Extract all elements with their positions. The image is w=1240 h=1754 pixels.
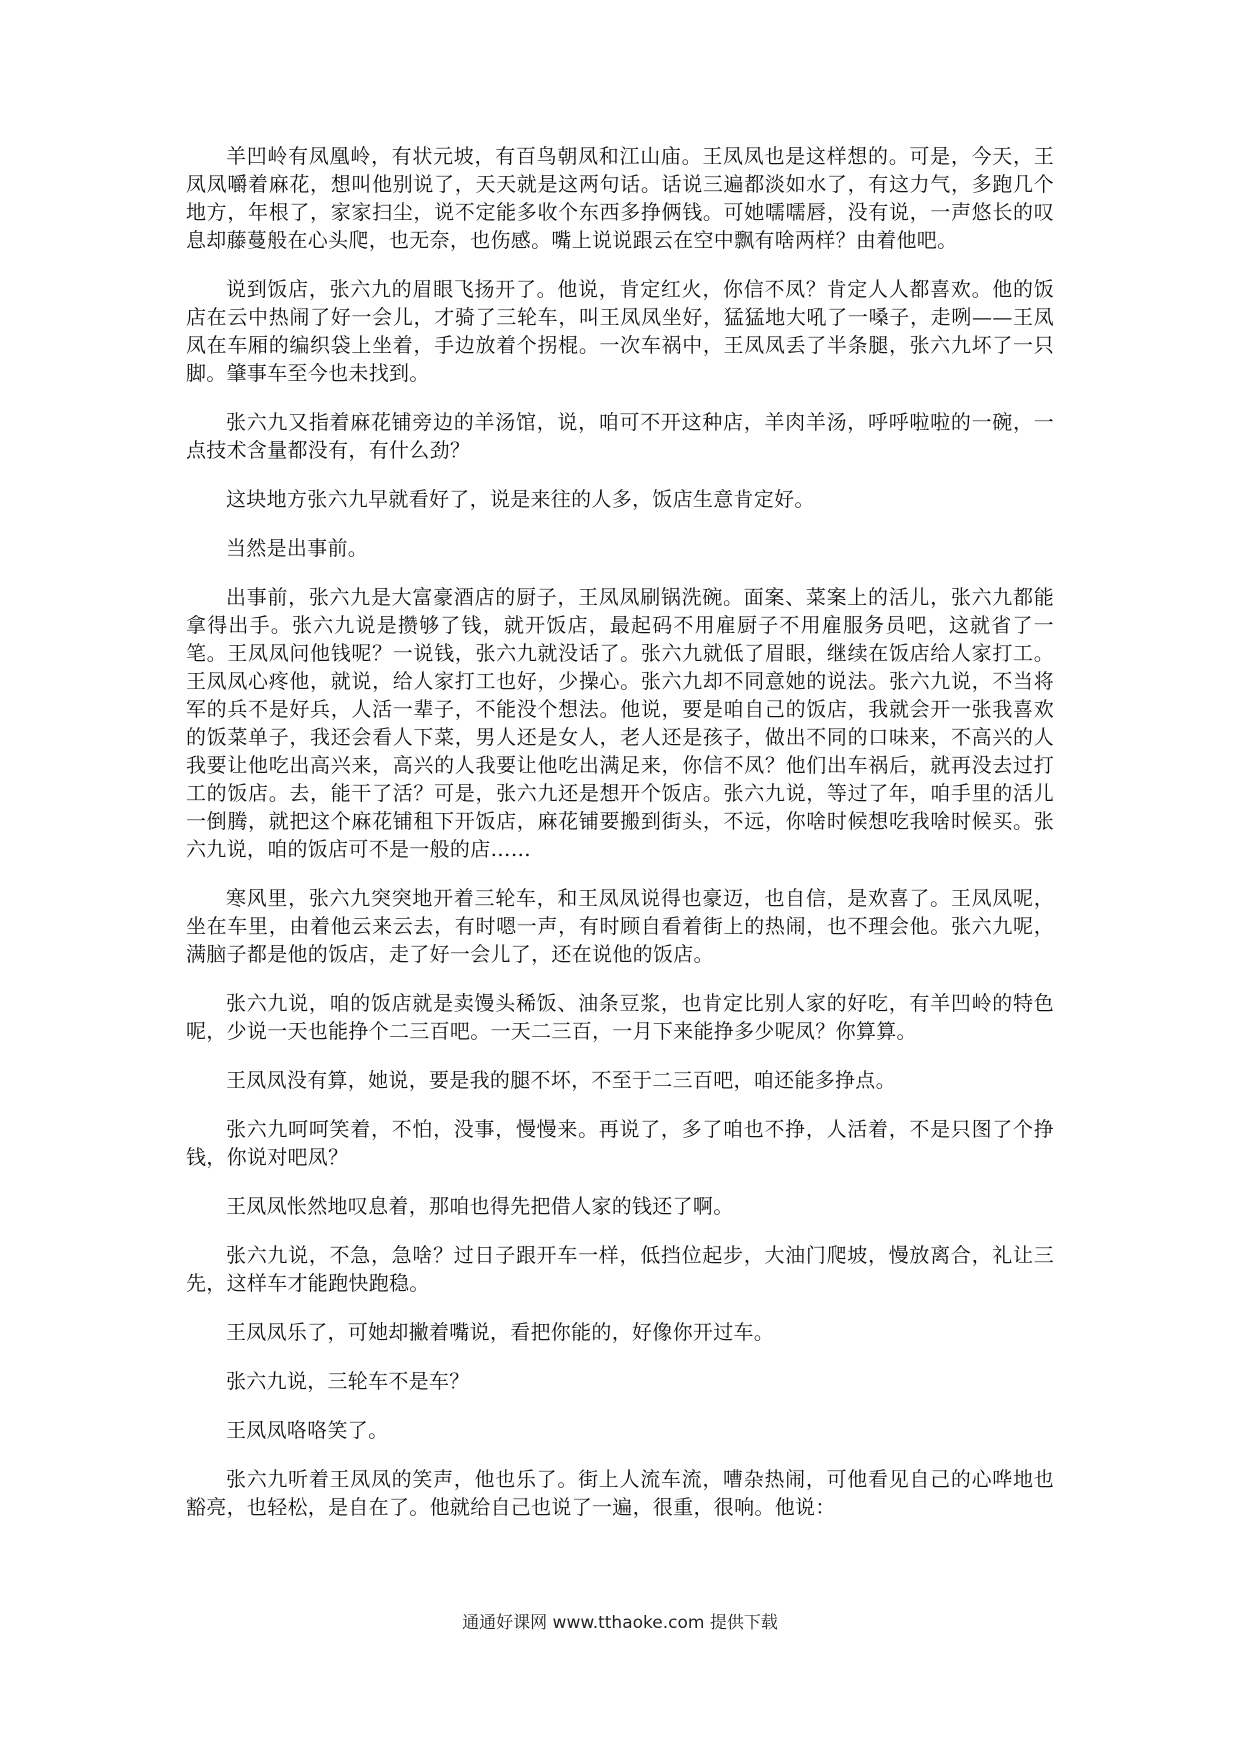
page-footer: 通通好课网 www.tthaoke.com 提供下载 <box>462 1613 778 1633</box>
paragraph: 张六九听着王凤凤的笑声，他也乐了。街上人流车流，嘈杂热闹，可他看见自己的心哗地也豁亮，也轻松，是自在了。他就给自己也说了一遍，很重，很响。他说： <box>186 1467 1054 1519</box>
paragraph: 张六九说，咱的饭店就是卖馒头稀饭、油条豆浆，也肯定比别人家的好吃，有羊凹岭的特色呢，少说一天也能挣个二三百吧。一天二三百，一月下来能挣多少呢凤？你算算。 <box>186 991 1054 1043</box>
article-body <box>186 142 1054 1542</box>
paragraph: 这块地方张六九早就看好了，说是来往的人多，饭店生意肯定好。 <box>226 487 815 511</box>
paragraph: 张六九说，三轮车不是车？ <box>226 1369 470 1393</box>
paragraph: 当然是出事前。 <box>226 536 369 560</box>
paragraph: 张六九呵呵笑着，不怕，没事，慢慢来。再说了，多了咱也不挣，人活着，不是只图了个挣钱，你说对吧凤？ <box>186 1117 1054 1169</box>
paragraph: 王凤凤没有算，她说，要是我的腿不坏，不至于二三百吧，咱还能多挣点。 <box>226 1068 896 1092</box>
paragraph: 羊凹岭有凤凰岭，有状元坡，有百鸟朝凤和江山庙。王凤凤也是这样想的。可是，今天，王凤凤嚼着麻花，想叫他别说了，天天就是这两句话。话说三遍都淡如水了，有这力气，多跑几个地方，年根了，家家扫尘，说不定能多收个东西多挣俩钱。可她嚅嚅唇，没有说，一声悠长的叹息却藤蔓般在心头爬，也无奈，也伤感。嘴上说说跟云在空中飘有啥两样？由着他吧。 <box>186 144 1054 252</box>
paragraph: 张六九说，不急，急啥？过日子跟开车一样，低挡位起步，大油门爬坡，慢放离合，礼让三先，这样车才能跑快跑稳。 <box>186 1243 1054 1295</box>
paragraph: 王凤凤怅然地叹息着，那咱也得先把借人家的钱还了啊。 <box>226 1194 734 1218</box>
paragraph: 寒风里，张六九突突地开着三轮车，和王凤凤说得也豪迈，也自信，是欢喜了。王凤凤呢，坐在车里，由着他云来云去，有时嗯一声，有时顾自看着街上的热闹，也不理会他。张六九呢，满脑子都是他的饭店，走了好一会儿了，还在说他的饭店。 <box>186 886 1054 966</box>
paragraph: 王凤凤咯咯笑了。 <box>226 1418 389 1442</box>
paragraph: 张六九又指着麻花铺旁边的羊汤馆，说，咱可不开这种店，羊肉羊汤，呼呼啦啦的一碗，一点技术含量都没有，有什么劲？ <box>186 410 1054 462</box>
paragraph: 出事前，张六九是大富豪酒店的厨子，王凤凤刷锅洗碗。面案、菜案上的活儿，张六九都能拿得出手。张六九说是攒够了钱，就开饭店，最起码不用雇厨子不用雇服务员吧，这就省了一笔。王凤凤问他钱呢？一说钱，张六九就没话了。张六九就低了眉眼，继续在饭店给人家打工。王凤凤心疼他，就说，给人家打工也好，少操心。张六九却不同意她的说法。张六九说，不当将军的兵不是好兵，人活一辈子，不能没个想法。他说，要是咱自己的饭店，我就会开一张我喜欢的饭菜单子，我还会看人下菜，男人还是女人，老人还是孩子，做出不同的口味来，不高兴的人我要让他吃出高兴来，高兴的人我要让他吃出满足来，你信不凤？他们出车祸后，就再没去过打工的饭店。去，能干了活？可是，张六九还是想开个饭店。张六九说，等过了年，咱手里的活儿一倒腾，就把这个麻花铺租下开饭店，麻花铺要搬到街头，不远，你啥时候想吃我啥时候买。张六九说，咱的饭店可不是一般的店…… <box>186 585 1054 861</box>
paragraph: 王凤凤乐了，可她却撇着嘴说，看把你能的，好像你开过车。 <box>226 1320 775 1344</box>
paragraph: 说到饭店，张六九的眉眼飞扬开了。他说，肯定红火，你信不凤？肯定人人都喜欢。他的饭店在云中热闹了好一会儿，才骑了三轮车，叫王凤凤坐好，猛猛地大吼了一嗓子，走咧——王凤凤在车厢的编织袋上坐着，手边放着个拐棍。一次车祸中，王凤凤丢了半条腿，张六九坏了一只脚。肇事车至今也未找到。 <box>186 277 1054 385</box>
